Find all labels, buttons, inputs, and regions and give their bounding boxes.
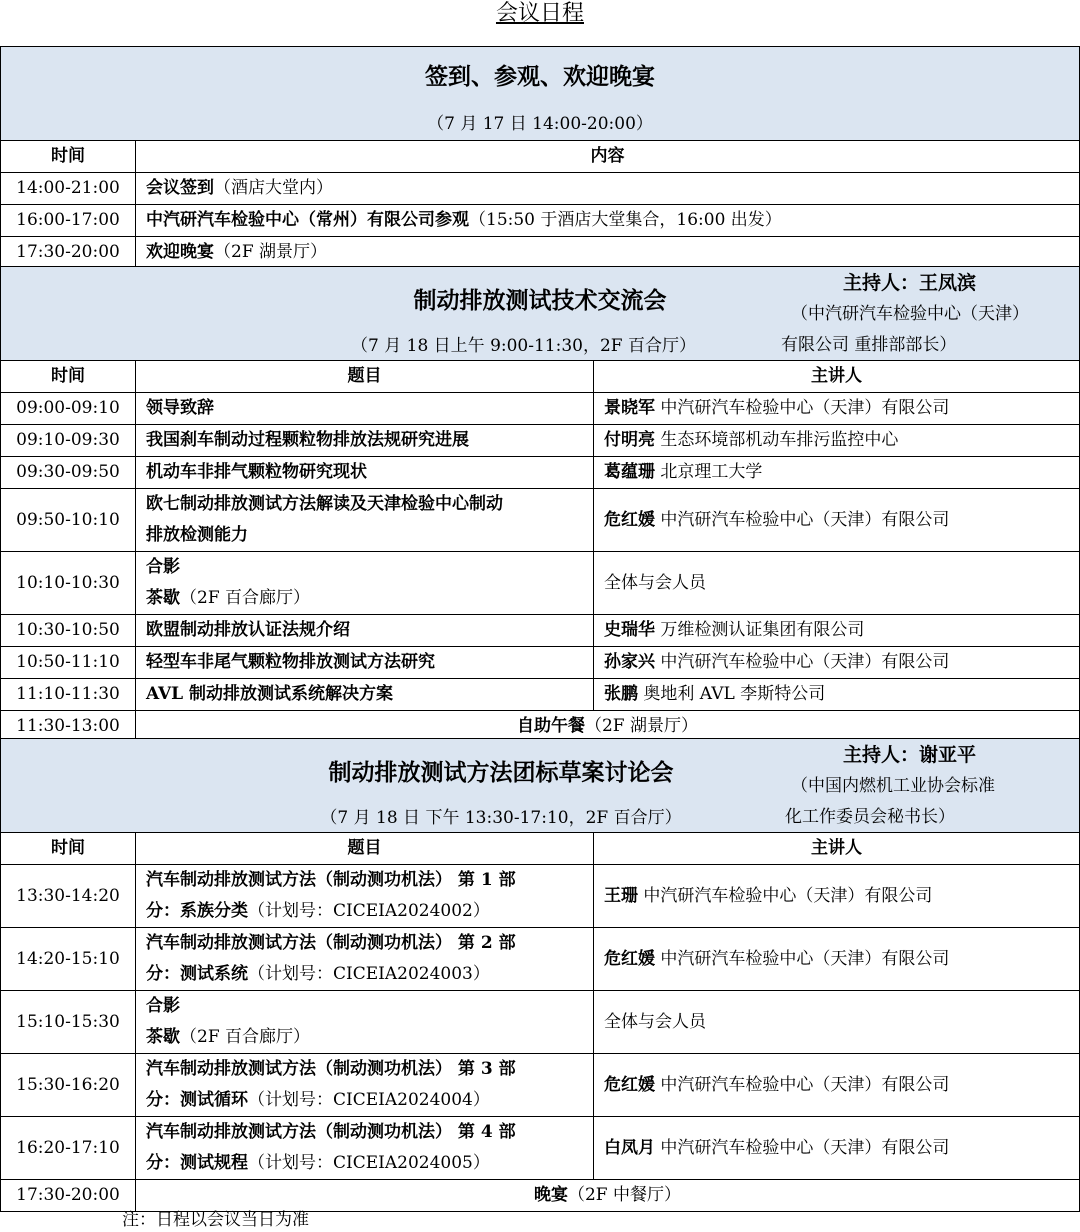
speaker-cell bbox=[594, 679, 1080, 711]
speaker-org: 中汽研汽车检验中心（天津）有限公司 bbox=[660, 398, 950, 418]
speaker-org: 中汽研汽车检验中心（天津）有限公司 bbox=[660, 1137, 950, 1158]
speaker-cell bbox=[594, 615, 1080, 647]
time-cell: 17:30-20:00 bbox=[1, 1180, 136, 1212]
table-row bbox=[1, 1180, 1080, 1212]
speaker-cell bbox=[594, 393, 1080, 425]
header-time: 时间 bbox=[1, 361, 136, 393]
speaker-name: 葛蕴珊 bbox=[604, 462, 655, 482]
topic-cell bbox=[136, 865, 594, 928]
speaker-org: 奥地利 AVL 李斯特公司 bbox=[643, 684, 826, 704]
table-row bbox=[1, 679, 1080, 711]
table-row bbox=[1, 457, 1080, 489]
topic-cell: 我国刹车制动过程颗粒物排放法规研究进展 bbox=[136, 425, 594, 457]
table-row bbox=[1, 928, 1080, 991]
topic-cell bbox=[136, 489, 594, 552]
topic-cell: 领导致辞 bbox=[136, 393, 594, 425]
section-3-host bbox=[781, 740, 1071, 833]
host-affiliation-line1: （中国内燃机工业协会标准 bbox=[791, 776, 995, 796]
header-topic: 题目 bbox=[136, 361, 594, 393]
speaker-name: 王珊 bbox=[604, 885, 638, 906]
topic-cell: AVL 制动排放测试系统解决方案 bbox=[136, 679, 594, 711]
topic-line1: 合影 bbox=[146, 996, 180, 1016]
topic-note: （计划号：CICEIA2024002） bbox=[248, 901, 490, 921]
speaker-org: 中汽研汽车检验中心（天津）有限公司 bbox=[643, 885, 933, 906]
topic-cell bbox=[136, 1054, 594, 1117]
topic-cell bbox=[136, 552, 594, 615]
item-title: 欢迎晚宴 bbox=[146, 242, 214, 262]
item-title: 自助午餐 bbox=[516, 716, 585, 736]
time-cell: 09:10-09:30 bbox=[1, 425, 136, 457]
table-row bbox=[1, 425, 1080, 457]
time-cell: 13:30-14:20 bbox=[1, 865, 136, 928]
item-note: （2F 湖景厅） bbox=[584, 716, 698, 736]
speaker-name: 付明亮 bbox=[604, 430, 655, 450]
topic-line2: 排放检测能力 bbox=[146, 525, 248, 545]
time-cell: 14:20-15:10 bbox=[1, 928, 136, 991]
table-row bbox=[1, 1054, 1080, 1117]
speaker-cell: 全体与会人员 bbox=[594, 991, 1080, 1054]
content-cell bbox=[136, 173, 1080, 205]
time-cell: 17:30-20:00 bbox=[1, 237, 136, 269]
table-row bbox=[1, 205, 1080, 237]
content-cell bbox=[136, 205, 1080, 237]
table-row bbox=[1, 393, 1080, 425]
speaker-name: 危红媛 bbox=[604, 1074, 655, 1095]
topic-line1: 欧七制动排放测试方法解读及天津检验中心制动 bbox=[146, 494, 503, 514]
host-name: 主持人：谢亚平 bbox=[843, 744, 977, 766]
header-topic: 题目 bbox=[136, 833, 594, 865]
speaker-name: 史瑞华 bbox=[604, 620, 655, 640]
speaker-org: 中汽研汽车检验中心（天津）有限公司 bbox=[660, 1074, 950, 1095]
topic-line1: 汽车制动排放测试方法（制动测功机法） 第 4 部 bbox=[146, 1122, 516, 1142]
topic-cell: 轻型车非尾气颗粒物排放测试方法研究 bbox=[136, 647, 594, 679]
speaker-name: 张鹏 bbox=[604, 684, 638, 704]
table-row bbox=[1, 489, 1080, 552]
topic-cell bbox=[136, 991, 594, 1054]
topic-note: （2F 百合廊厅） bbox=[180, 1027, 311, 1047]
table-row bbox=[1, 237, 1080, 269]
section-3-table bbox=[0, 738, 1080, 1212]
speaker-cell bbox=[594, 457, 1080, 489]
header-time: 时间 bbox=[1, 141, 136, 173]
table-row bbox=[1, 1117, 1080, 1180]
speaker-cell bbox=[594, 425, 1080, 457]
topic-cell: 欧盟制动排放认证法规介绍 bbox=[136, 615, 594, 647]
host-affiliation-line1: （中汽研汽车检验中心（天津） bbox=[791, 304, 1029, 324]
speaker-cell bbox=[594, 1054, 1080, 1117]
topic-line2: 茶歇 bbox=[146, 1027, 180, 1047]
topic-line2: 分：测试循环 bbox=[146, 1090, 248, 1110]
header-content: 内容 bbox=[136, 141, 1080, 173]
time-cell: 10:50-11:10 bbox=[1, 647, 136, 679]
topic-cell bbox=[136, 928, 594, 991]
topic-line1: 汽车制动排放测试方法（制动测功机法） 第 2 部 bbox=[146, 933, 516, 953]
item-note: （2F 中餐厅） bbox=[567, 1185, 681, 1205]
content-cell bbox=[136, 237, 1080, 269]
section-1-table bbox=[0, 46, 1080, 269]
time-cell: 16:00-17:00 bbox=[1, 205, 136, 237]
span-cell bbox=[136, 1180, 1080, 1212]
topic-line1: 汽车制动排放测试方法（制动测功机法） 第 1 部 bbox=[146, 870, 516, 890]
item-note: （酒店大堂内） bbox=[214, 178, 333, 198]
time-cell: 09:50-10:10 bbox=[1, 489, 136, 552]
speaker-cell bbox=[594, 865, 1080, 928]
document-title: 会议日程 bbox=[495, 1, 584, 26]
speaker-name: 孙家兴 bbox=[604, 652, 655, 672]
section-3-title: 制动排放测试方法团标草案讨论会 bbox=[328, 759, 674, 786]
time-cell: 14:00-21:00 bbox=[1, 173, 136, 205]
topic-note: （计划号：CICEIA2024005） bbox=[248, 1153, 490, 1173]
speaker-cell bbox=[594, 1117, 1080, 1180]
table-row bbox=[1, 552, 1080, 615]
speaker-org: 中汽研汽车检验中心（天津）有限公司 bbox=[660, 509, 950, 530]
speaker-cell bbox=[594, 647, 1080, 679]
time-cell: 09:00-09:10 bbox=[1, 393, 136, 425]
topic-line2: 分：测试规程 bbox=[146, 1153, 248, 1173]
header-time: 时间 bbox=[1, 833, 136, 865]
speaker-name: 危红媛 bbox=[604, 509, 655, 530]
speaker-org: 北京理工大学 bbox=[660, 462, 763, 482]
time-cell: 15:30-16:20 bbox=[1, 1054, 136, 1117]
host-affiliation-line2: 有限公司 重排部部长） bbox=[781, 335, 957, 355]
section-2-title: 制动排放测试技术交流会 bbox=[413, 287, 667, 314]
time-cell: 15:10-15:30 bbox=[1, 991, 136, 1054]
time-cell: 10:30-10:50 bbox=[1, 615, 136, 647]
speaker-org: 生态环境部机动车排污监控中心 bbox=[660, 430, 899, 450]
section-1-title: 签到、参观、欢迎晚宴 bbox=[425, 63, 655, 90]
table-row bbox=[1, 615, 1080, 647]
table-row bbox=[1, 865, 1080, 928]
section-1-banner bbox=[1, 47, 1080, 141]
table-row bbox=[1, 647, 1080, 679]
speaker-org: 中汽研汽车检验中心（天津）有限公司 bbox=[660, 948, 950, 969]
table-row bbox=[1, 991, 1080, 1054]
time-cell: 11:10-11:30 bbox=[1, 679, 136, 711]
header-speaker: 主讲人 bbox=[594, 361, 1080, 393]
topic-cell: 机动车非排气颗粒物研究现状 bbox=[136, 457, 594, 489]
item-title: 中汽研汽车检验中心（常州）有限公司参观 bbox=[146, 210, 469, 230]
table-row bbox=[1, 173, 1080, 205]
section-1-subtitle: （7 月 17 日 14:00-20:00） bbox=[427, 114, 653, 134]
topic-cell bbox=[136, 1117, 594, 1180]
item-title: 会议签到 bbox=[146, 178, 214, 198]
section-3-subtitle: （7 月 18 日 下午 13:30-17:10，2F 百合厅） bbox=[320, 808, 682, 828]
speaker-org: 中汽研汽车检验中心（天津）有限公司 bbox=[660, 652, 950, 672]
section-2-subtitle: （7 月 18 日上午 9:00-11:30，2F 百合厅） bbox=[351, 336, 696, 356]
speaker-name: 危红媛 bbox=[604, 948, 655, 969]
topic-line1: 汽车制动排放测试方法（制动测功机法） 第 3 部 bbox=[146, 1059, 516, 1079]
topic-line2: 分：测试系统 bbox=[146, 964, 248, 984]
topic-note: （2F 百合廊厅） bbox=[180, 588, 311, 608]
section-2-banner bbox=[1, 267, 1080, 361]
section-3-banner bbox=[1, 739, 1080, 833]
time-cell: 10:10-10:30 bbox=[1, 552, 136, 615]
time-cell: 16:20-17:10 bbox=[1, 1117, 136, 1180]
host-affiliation-line2: 化工作委员会秘书长） bbox=[785, 807, 955, 827]
speaker-cell bbox=[594, 928, 1080, 991]
item-note: （2F 湖景厅） bbox=[214, 242, 328, 262]
speaker-org: 万维检测认证集团有限公司 bbox=[660, 620, 865, 640]
host-name: 主持人：王凤滨 bbox=[843, 272, 977, 294]
topic-line2: 分：系族分类 bbox=[146, 901, 248, 921]
speaker-cell: 全体与会人员 bbox=[594, 552, 1080, 615]
speaker-cell bbox=[594, 489, 1080, 552]
topic-note: （计划号：CICEIA2024003） bbox=[248, 964, 490, 984]
item-note: （15:50 于酒店大堂集合，16:00 出发） bbox=[469, 210, 782, 230]
section-2-host bbox=[781, 268, 1071, 361]
section-2-table bbox=[0, 266, 1080, 743]
item-title: 晚宴 bbox=[533, 1185, 568, 1205]
time-cell: 11:30-13:00 bbox=[1, 711, 136, 743]
topic-line2: 茶歇 bbox=[146, 588, 180, 608]
time-cell: 09:30-09:50 bbox=[1, 457, 136, 489]
footnote: 注：日程以会议当日为准 bbox=[122, 1210, 309, 1230]
speaker-name: 景晓军 bbox=[604, 398, 655, 418]
topic-line1: 合影 bbox=[146, 557, 180, 577]
topic-note: （计划号：CICEIA2024004） bbox=[248, 1090, 490, 1110]
speaker-name: 白凤月 bbox=[604, 1137, 655, 1158]
header-speaker: 主讲人 bbox=[594, 833, 1080, 865]
